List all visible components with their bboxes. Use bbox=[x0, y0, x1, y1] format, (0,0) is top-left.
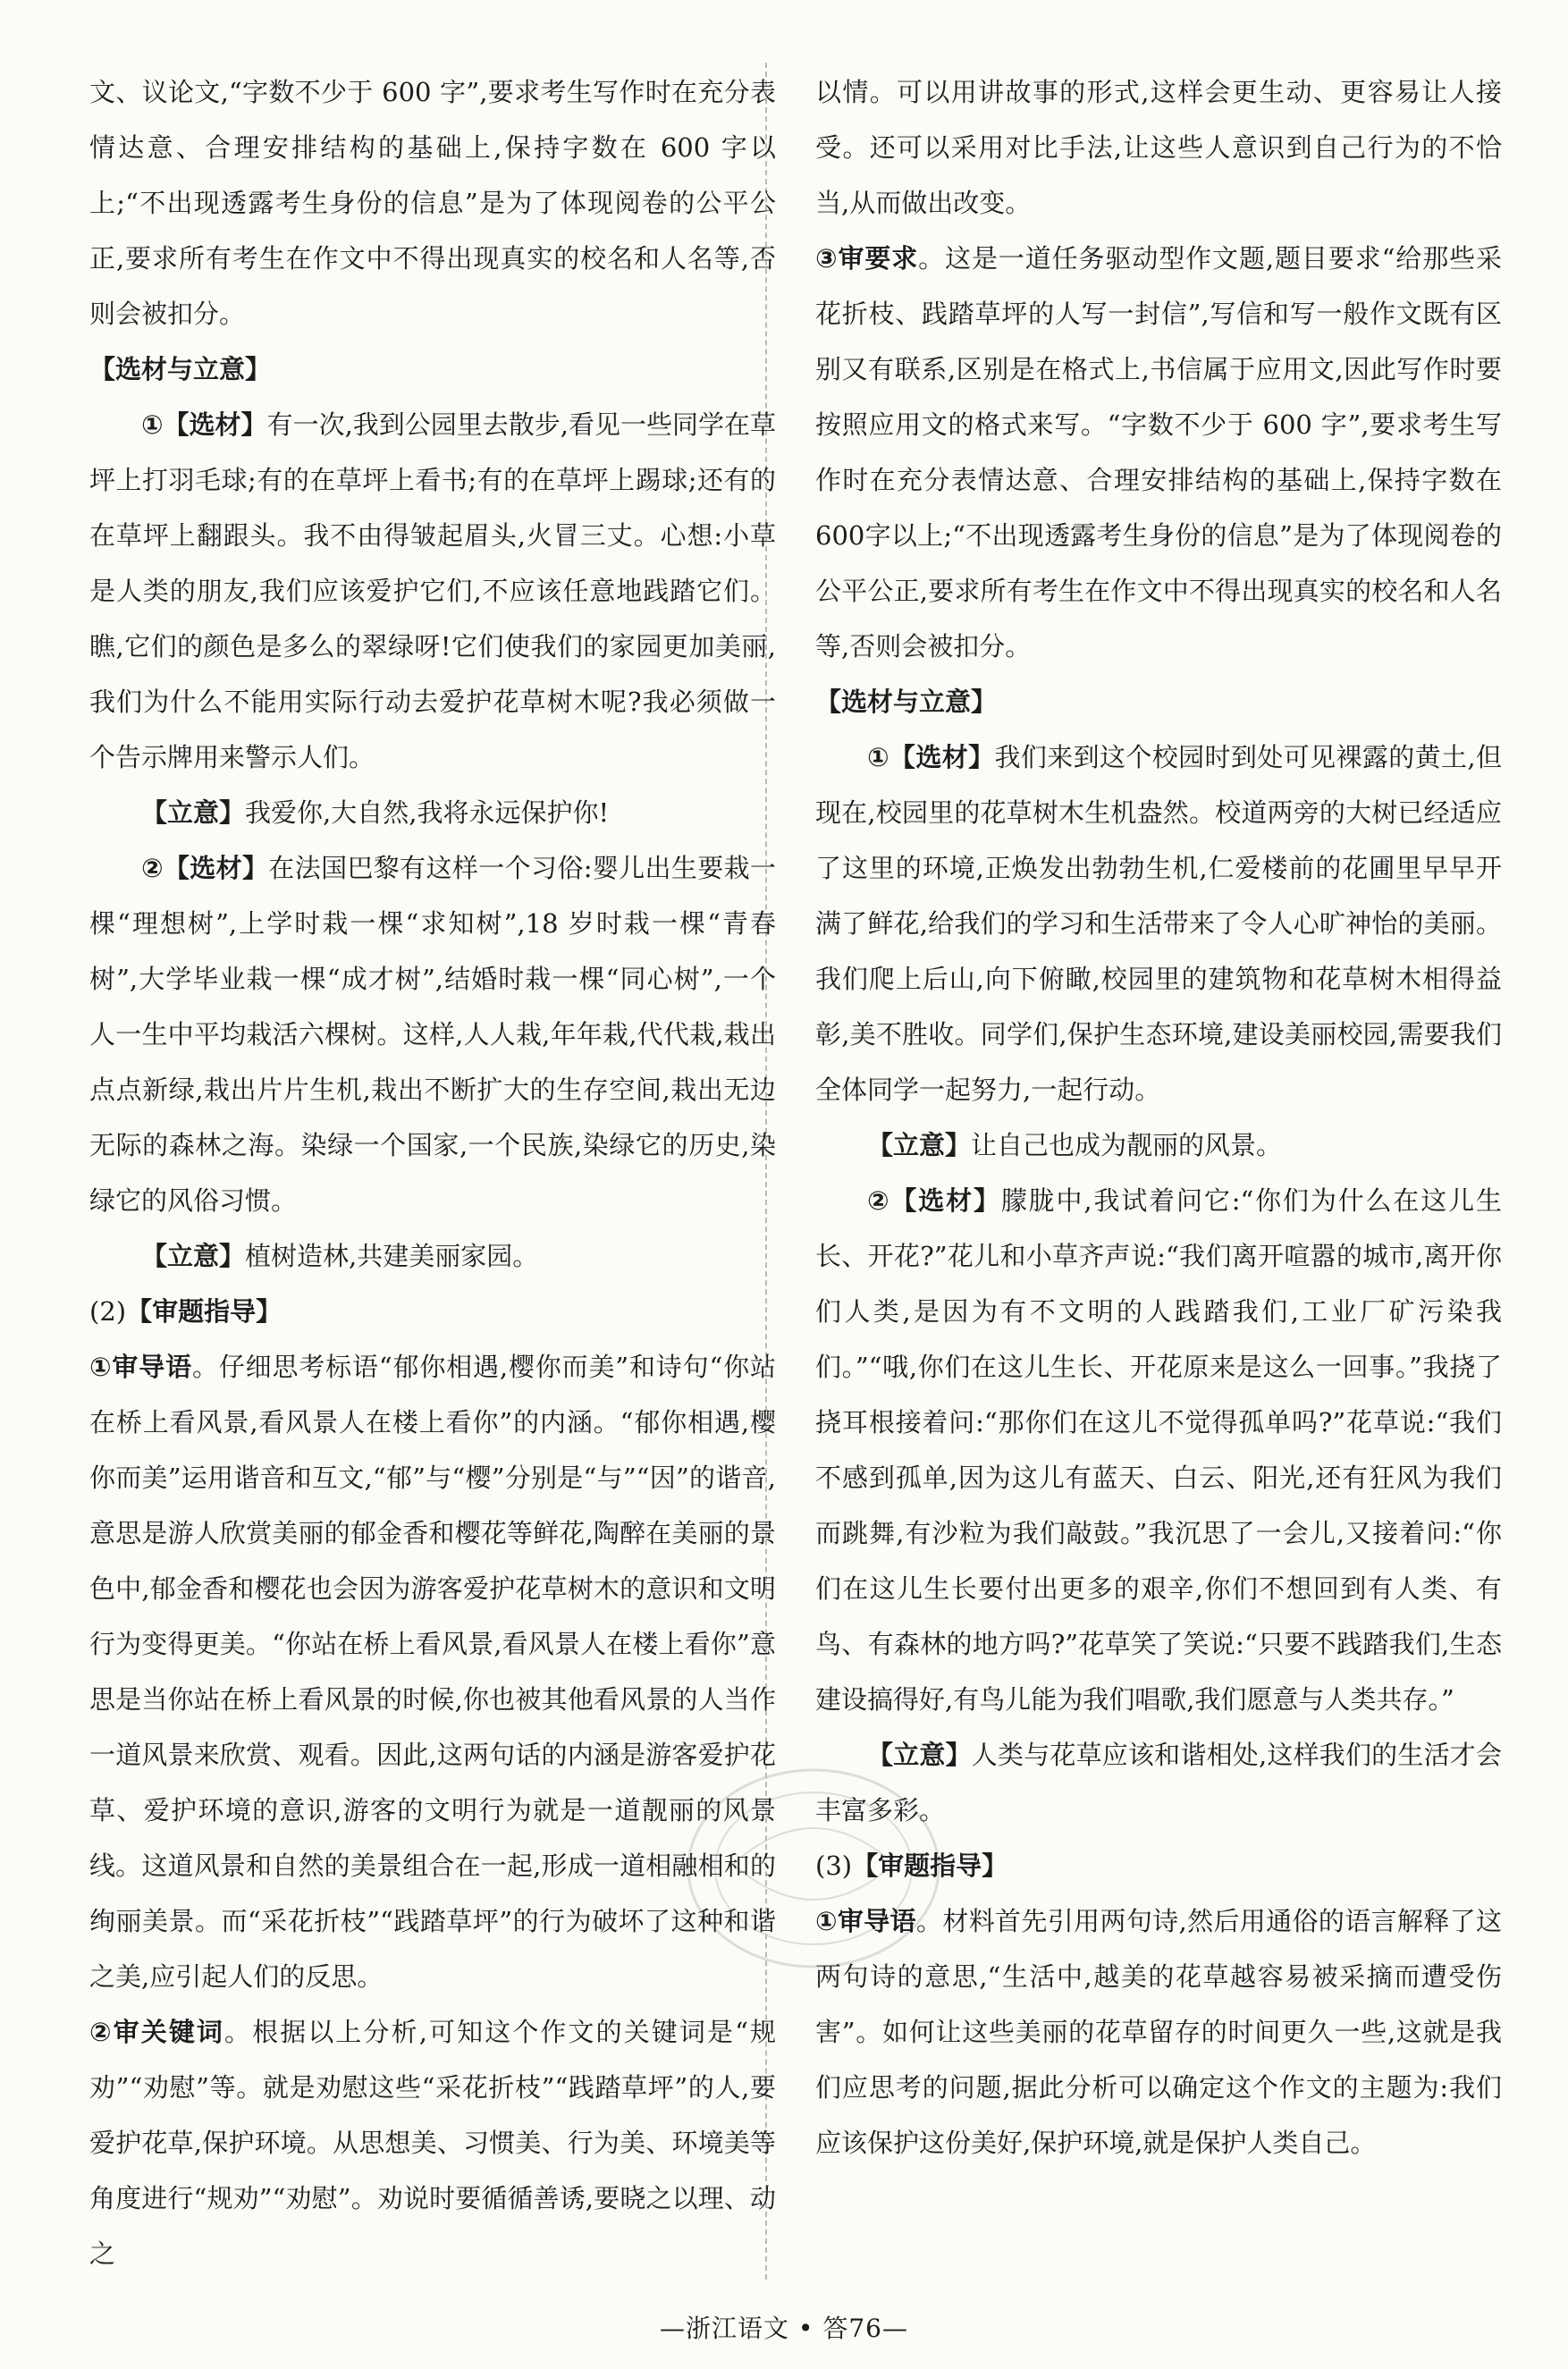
theme-label: 【立意】 bbox=[141, 1241, 246, 1271]
guidance-paragraph-daoyu: ①审导语。材料首先引用两句诗,然后用通俗的语言解释了这两句诗的意思,“生活中,越美的花草越容易被采摘而遭受伤害”。如何让这些美丽的花草留存的时间更久一些,这就是我们应思考的问题,据此分析可以确定这个作文的主题为:我们应该保护这份美好,保护环境,就是保护人类自己。 bbox=[815, 1906, 1502, 2158]
right-column bbox=[815, 64, 1502, 2171]
material-label: ②【选材】 bbox=[867, 1185, 1001, 1216]
left-intro-paragraph: 文、议论文,“字数不少于 600 字”,要求考生写作时在充分表情达意、合理安排结构的基础上,保持字数在 600 字以上;“不出现透露考生身份的信息”是为了体现阅卷的公平公正,要求所有考生在作文中不得出现真实的校名和人名等,否则会被扣分。 bbox=[89, 77, 776, 329]
material-paragraph-2: ②【选材】在法国巴黎有这样一个习俗:婴儿出生要栽一棵“理想树”,上学时栽一棵“求知树”,18 岁时栽一棵“青春树”,大学毕业栽一棵“成才树”,结婚时栽一棵“同心树”,一个人一生中平均栽活六棵树。这样,人人栽,年年栽,代代栽,栽出点点新绿,栽出片片生机,栽出不断扩大的生存空间,栽出无边无际的森林之海。染绿一个国家,一个民族,染绿它的历史,染绿它的风俗习惯。 bbox=[89, 853, 776, 1216]
material-paragraph-1: ①【选材】我们来到这个校园时到处可见裸露的黄土,但现在,校园里的花草树木生机盎然。校道两旁的大树已经适应了这里的环境,正焕发出勃勃生机,仁爱楼前的花圃里早早开满了鲜花,给我们的学习和生活带来了令人心旷神怡的美丽。我们爬上后山,向下俯瞰,校园里的建筑物和花草树木相得益彰,美不胜收。同学们,保护生态环境,建设美丽校园,需要我们全体同学一起努力,一起行动。 bbox=[815, 742, 1502, 1105]
guidance-paragraph-requirements: ③审要求。这是一道任务驱动型作文题,题目要求“给那些采花折枝、践踏草坪的人写一封信”,写信和写一般作文既有区别又有联系,区别是在格式上,书信属于应用文,因此写作时要按照应用文的格式来写。“字数不少于 600 字”,要求考生写作时在充分表情达意、合理安排结构的基础上,保持字数在600字以上;“不出现透露考生身份的信息”是为了体现阅卷的公平公正,要求所有考生在作文中不得出现真实的校名和人名等,否则会被扣分。 bbox=[815, 243, 1502, 662]
material-label: ①【选材】 bbox=[141, 409, 267, 440]
material-label: ①【选材】 bbox=[867, 742, 995, 772]
material-paragraph-2: ②【选材】朦胧中,我试着问它:“你们为什么在这儿生长、开花?”花儿和小草齐声说:“我们离开喧嚣的城市,离开你们人类,是因为有不文明的人践踏我们,工业厂矿污染我们。”“哦,你们在这儿生长、开花原来是这么一回事。”我挠了挠耳根接着问:“那你们在这儿不觉得孤单吗?”花草说:“我们不感到孤单,因为这儿有蓝天、白云、阳光,还有狂风为我们而跳舞,有沙粒为我们敲鼓。”我沉思了一会儿,又接着问:“你们在这儿生长要付出更多的艰辛,你们不想回到有人类、有鸟、有森林的地方吗?”花草笑了笑说:“只要不践踏我们,生态建设搞得好,有鸟儿能为我们唱歌,我们愿意与人类共存。” bbox=[815, 1185, 1502, 1715]
theme-label: 【立意】 bbox=[867, 1130, 972, 1160]
guidance-heading-2: (2)【审题指导】 bbox=[89, 1296, 282, 1327]
guidance-label: ①审导语 bbox=[815, 1906, 916, 1936]
theme-label: 【立意】 bbox=[141, 797, 246, 828]
material-label: ②【选材】 bbox=[141, 853, 269, 883]
guidance-label: ③审要求 bbox=[815, 243, 919, 274]
theme-paragraph-1: 【立意】让自己也成为靓丽的风景。 bbox=[867, 1130, 1283, 1160]
guidance-heading-3: (3)【审题指导】 bbox=[815, 1851, 1008, 1881]
section-heading-xuancai: 【选材与立意】 bbox=[815, 687, 998, 717]
guidance-paragraph-keywords: ②审关键词。根据以上分析,可知这个作文的关键词是“规劝”“劝慰”等。就是劝慰这些“采花折枝”“践踏草坪”的人,要爱护花草,保护环境。从思想美、习惯美、行为美、环境美等角度进行“规劝”“劝慰”。劝说时要循循善诱,要晓之以理、动之 bbox=[89, 2017, 777, 2269]
theme-paragraph-1: 【立意】我爱你,大自然,我将永远保护你! bbox=[141, 797, 610, 828]
guidance-label: ②审关键词 bbox=[89, 2017, 225, 2047]
right-continued-paragraph: 以情。可以用讲故事的形式,这样会更生动、更容易让人接受。还可以采用对比手法,让这些人意识到自己行为的不恰当,从而做出改变。 bbox=[815, 77, 1502, 218]
theme-label: 【立意】 bbox=[867, 1740, 972, 1770]
left-column bbox=[89, 64, 776, 2281]
section-heading-xuancai: 【选材与立意】 bbox=[89, 354, 272, 384]
page-footer: —浙江语文 • 答76— bbox=[660, 2314, 908, 2343]
guidance-label: ①审导语 bbox=[89, 1352, 192, 1382]
theme-paragraph-2: 【立意】人类与花草应该和谐相处,这样我们的生活才会丰富多彩。 bbox=[815, 1740, 1502, 1825]
guidance-paragraph-daoyu: ①审导语。仔细思考标语“郁你相遇,樱你而美”和诗句“你站在桥上看风景,看风景人在楼上看你”的内涵。“郁你相遇,樱你而美”运用谐音和互文,“郁”与“樱”分别是“与”“因”的谐音,意思是游人欣赏美丽的郁金香和樱花等鲜花,陶醉在美丽的景色中,郁金香和樱花也会因为游客爱护花草树木的意识和文明行为变得更美。“你站在桥上看风景,看风景人在楼上看你”意思是当你站在桥上看风景的时候,你也被其他看风景的人当作一道风景来欣赏、观看。因此,这两句话的内涵是游客爱护花草、爱护环境的意识,游客的文明行为就是一道靓丽的风景线。这道风景和自然的美景组合在一起,形成一道相融相和的绚丽美景。而“采花折枝”“践踏草坪”的行为破坏了这种和谐之美,应引起人们的反思。 bbox=[89, 1352, 777, 1992]
material-paragraph-1: ①【选材】有一次,我到公园里去散步,看见一些同学在草坪上打羽毛球;有的在草坪上看书;有的在草坪上踢球;还有的在草坪上翻跟头。我不由得皱起眉头,火冒三丈。心想:小草是人类的朋友,我们应该爱护它们,不应该任意地践踏它们。瞧,它们的颜色是多么的翠绿呀!它们使我们的家园更加美丽,我们为什么不能用实际行动去爱护花草树木呢?我必须做一个告示牌用来警示人们。 bbox=[89, 409, 776, 772]
theme-paragraph-2: 【立意】植树造林,共建美丽家园。 bbox=[141, 1241, 539, 1271]
